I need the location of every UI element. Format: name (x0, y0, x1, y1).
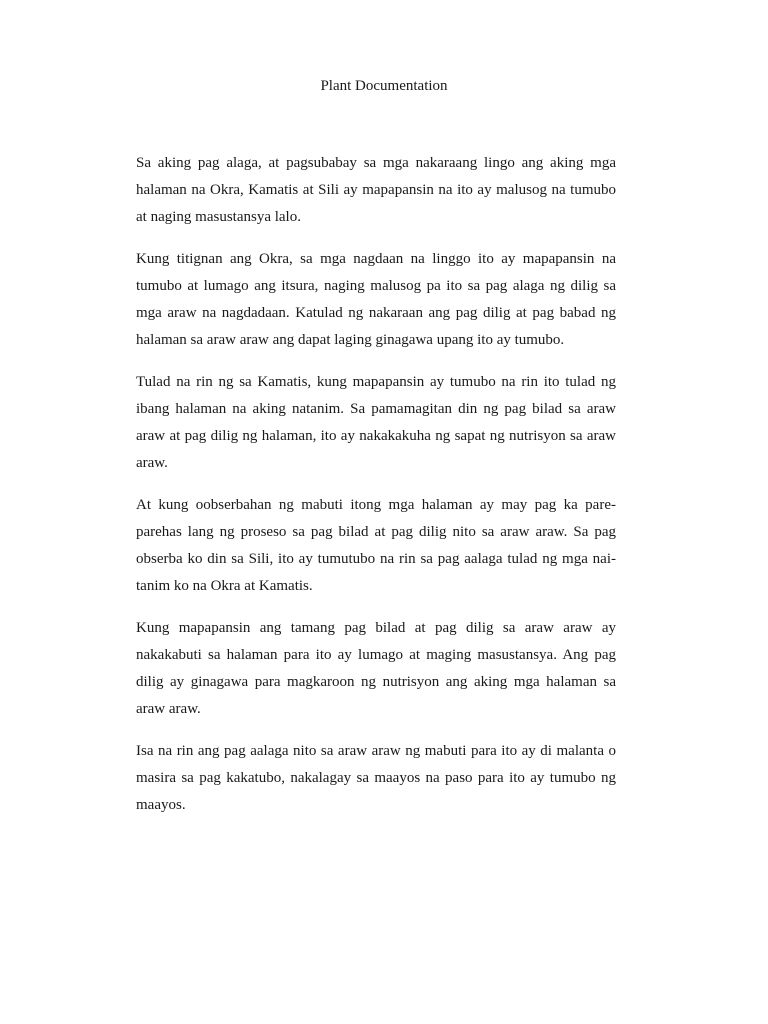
paragraph: At kung oobserbahan ng mabuti itong mga halaman ay may pag ka pare-parehas lang ng proseso sa pag bilad at pag dilig nito sa araw araw. Sa pag obserba ko din sa Sili, ito ay tumutubo na rin sa pag aalaga tulad ng mga nai-tanim ko na Okra at Kamatis. (136, 497, 616, 594)
paragraph: Isa na rin ang pag aalaga nito sa araw araw ng mabuti para ito ay di malanta o masira sa pag kakatubo, nakalagay sa maayos na paso para ito ay tumubo ng maayos. (136, 743, 616, 813)
paragraph: Tulad na rin ng sa Kamatis, kung mapapansin ay tumubo na rin ito tulad ng ibang halaman na aking natanim. Sa pamamagitan din ng pag bilad sa araw araw at pag dilig ng halaman, ito ay nakakakuha ng sapat ng nutrisyon sa araw araw. (136, 374, 616, 471)
paragraph: Kung mapapansin ang tamang pag bilad at pag dilig sa araw araw ay nakakabuti sa halaman para ito ay lumago at maging masustansya. Ang pag dilig ay ginagawa para magkaroon ng nutrisyon ang aking mga halaman sa araw araw. (136, 620, 616, 717)
document-body (136, 150, 616, 834)
paragraph: Kung titignan ang Okra, sa mga nagdaan na linggo ito ay mapapansin na tumubo at lumago ang itsura, naging malusog pa ito sa pag alaga ng dilig sa mga araw na nagdadaan. Katulad ng nakaraan ang pag dilig at pag babad ng halaman sa araw araw ang dapat laging ginagawa upang ito ay tumubo. (136, 251, 616, 348)
paragraph: Sa aking pag alaga, at pagsubabay sa mga nakaraang lingo ang aking mga halaman na Okra, Kamatis at Sili ay mapapansin na ito ay malusog na tumubo at naging masustansya lalo. (136, 155, 616, 225)
document-title: Plant Documentation (320, 78, 448, 94)
